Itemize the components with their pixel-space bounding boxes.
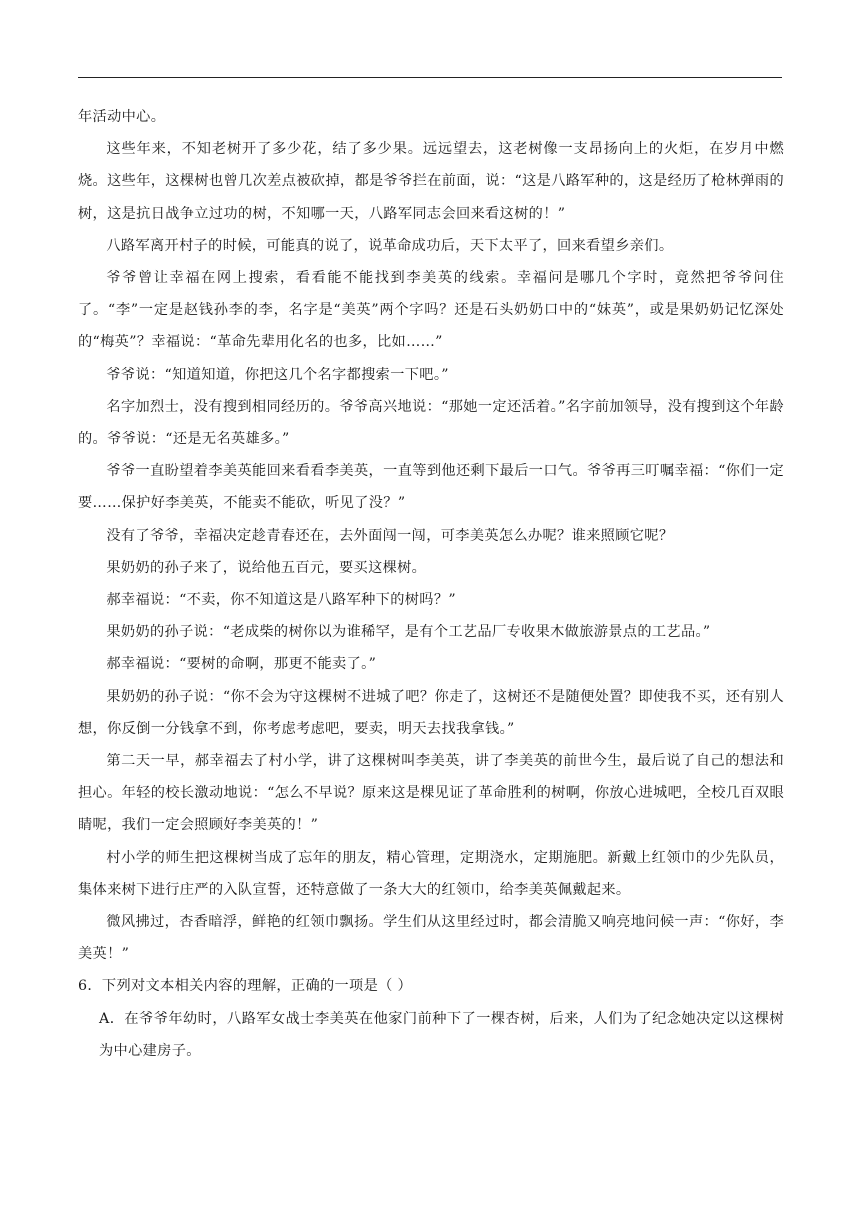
paragraph: 果奶奶的孙子来了，说给他五百元，要买这棵树。 — [106, 559, 427, 576]
paragraph: 爷爷曾让幸福在网上搜索，看看能不能找到李美英的线索。幸福问是哪几个字时，竟然把爷爷问住了。“李”一定是赵钱孙李的李，名字是“美英”两个字吗？还是石头奶奶口中的“妹英”，或是果奶奶记忆深处的“梅英”？幸福说：“革命先辈用化名的也多，比如……” — [78, 270, 784, 351]
paragraph: 爷爷说：“知道知道，你把这几个名字都搜索一下吧。” — [106, 366, 449, 383]
question-option-a: A．在爷爷年幼时，八路军女战士李美英在他家门前种下了一棵杏树，后来，人们为了纪念她决定以这棵树为中心建房子。 — [99, 1010, 784, 1059]
paragraph: 郝幸福说：“不卖，你不知道这是八路军种下的树吗？” — [106, 592, 456, 609]
header-rule — [78, 77, 782, 78]
paragraph: 果奶奶的孙子说：“你不会为守这棵树不进城了吧？你走了，这树还不是随便处置？即使我不买，还有别人想，你反倒一分钱拿不到，你考虑考虑吧，要卖，明天去找我拿钱。” — [78, 688, 784, 737]
paragraph-continuation: 年活动中心。 — [78, 109, 166, 125]
paragraph: 这些年来，不知老树开了多少花，结了多少果。远远望去，这老树像一支昂扬向上的火炬，在岁月中燃烧。这些年，这棵树也曾几次差点被砍掉，都是爷爷拦在前面，说：“这是八路军种的，这是经历了枪林弹雨的树，这是抗日战争立过功的树，不知哪一天，八路军同志会回来看这树的！” — [78, 141, 784, 222]
paragraph: 八路军离开村子的时候，可能真的说了，说革命成功后，天下太平了，回来看望乡亲们。 — [106, 237, 674, 254]
paragraph: 名字加烈士，没有搜到相同经历的。爷爷高兴地说：“那她一定还活着。”名字前加领导，没有搜到这个年龄的。爷爷说：“还是无名英雄多。” — [78, 398, 784, 448]
document-body — [78, 101, 784, 1067]
paragraph: 爷爷一直盼望着李美英能回来看看李美英，一直等到他还剩下最后一口气。爷爷再三叮嘱幸福：“你们一定要……保护好李美英，不能卖不能砍，听见了没？” — [78, 463, 784, 512]
paragraph: 村小学的师生把这棵树当成了忘年的朋友，精心管理，定期浇水，定期施肥。新戴上红领巾的少先队员，集体来树下进行庄严的入队宣誓，还特意做了一条大大的红领巾，给李美英佩戴起来。 — [78, 849, 784, 898]
paragraph: 果奶奶的孙子说：“老成柴的树你以为谁稀罕，是有个工艺品厂专收果木做旅游景点的工艺品。” — [106, 624, 711, 641]
paragraph: 没有了爷爷，幸福决定趁青春还在，去外面闯一闯，可李美英怎么办呢？谁来照顾它呢？ — [106, 527, 674, 544]
paragraph: 郝幸福说：“要树的命啊，那更不能卖了。” — [106, 656, 377, 673]
paragraph: 第二天一早，郝幸福去了村小学，讲了这棵树叫李美英，讲了李美英的前世今生，最后说了自己的想法和担心。年轻的校长激动地说：“怎么不早说？原来这是棵见证了革命胜利的树啊，你放心进城吧，全校几百双眼睛呢，我们一定会照顾好李美英的！” — [78, 753, 784, 834]
paragraph: 微风拂过，杏香暗浮，鲜艳的红领巾飘扬。学生们从这里经过时，都会清脆又响亮地问候一声：“你好，李美英！” — [78, 914, 784, 963]
question-stem: 6．下列对文本相关内容的理解，正确的一项是（ ） — [78, 978, 413, 995]
